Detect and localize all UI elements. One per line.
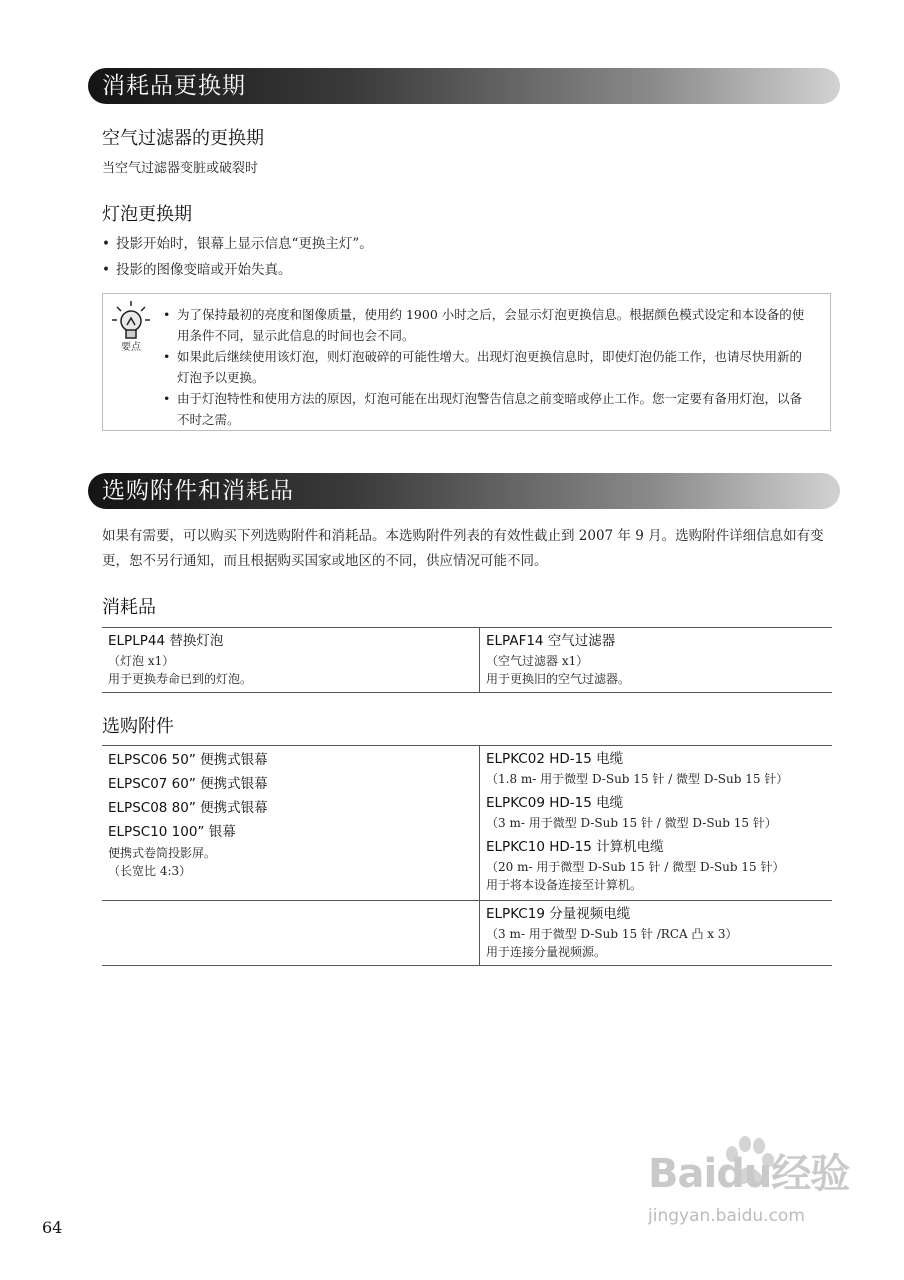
product-name: ELPSC07 60” 便携式银幕 bbox=[108, 776, 268, 792]
product-name: ELPAF14 空气过滤器 bbox=[486, 633, 616, 649]
lamp-bullet: • 投影的图像变暗或开始失真。 bbox=[102, 262, 292, 278]
table-cell bbox=[480, 746, 833, 901]
accessories-intro: 如果有需要，可以购买下列选购附件和消耗品。本选购附件列表的有效性截止到 2007 年 9 月。选购附件详细信息如有变更，恕不另行通知，而且根据购买国家或地区的不同，供应情况可能不同。 bbox=[102, 528, 824, 569]
table-row bbox=[102, 746, 832, 901]
table-cell bbox=[102, 746, 480, 901]
table-row bbox=[102, 628, 832, 693]
table-cell bbox=[480, 628, 833, 693]
note-item: • 由于灯泡特性和使用方法的原因，灯泡可能在出现灯泡警告信息之前变暗或停止工作。您一定要有备用灯泡，以备不时之需。 bbox=[163, 391, 803, 427]
accessories-heading: 选购附件 bbox=[102, 716, 174, 737]
note-list bbox=[163, 304, 813, 430]
note-icon-label: 要点 bbox=[121, 342, 141, 353]
accessories-table bbox=[102, 745, 832, 966]
lamp-bullet: • 投影开始时，银幕上显示信息“更换主灯”。 bbox=[102, 236, 373, 252]
product-detail: （灯泡 x1） bbox=[108, 654, 175, 668]
product-name: ELPKC02 HD-15 电缆 bbox=[486, 751, 624, 767]
product-name: ELPKC10 HD-15 计算机电缆 bbox=[486, 839, 664, 855]
product-detail: （长宽比 4:3） bbox=[108, 864, 192, 878]
watermark-url: jingyan.baidu.com bbox=[648, 1206, 805, 1226]
product-detail: （3 m- 用于微型 D-Sub 15 针 /RCA 凸 x 3） bbox=[486, 927, 738, 941]
consumables-table bbox=[102, 627, 832, 693]
product-name: ELPKC09 HD-15 电缆 bbox=[486, 795, 624, 811]
table-cell bbox=[102, 628, 480, 693]
note-item: • 如果此后继续使用该灯泡，则灯泡破碎的可能性增大。出现灯泡更换信息时，即使灯泡仍能工作，也请尽快用新的灯泡予以更换。 bbox=[163, 349, 803, 385]
product-description: 用于连接分量视频源。 bbox=[486, 945, 607, 959]
note-item: • 为了保持最初的亮度和图像质量，使用约 1900 小时之后，会显示灯泡更换信息。根据颜色模式设定和本设备的使用条件不同，显示此信息的时间也会不同。 bbox=[163, 307, 805, 343]
filter-text: 当空气过滤器变脏或破裂时 bbox=[102, 161, 259, 176]
product-description: 用于更换旧的空气过滤器。 bbox=[486, 672, 631, 686]
table-cell bbox=[102, 901, 480, 966]
product-name: ELPKC19 分量视频电缆 bbox=[486, 906, 631, 922]
section-title-consumable-replacement: 消耗品更换期 bbox=[88, 68, 840, 104]
filter-heading: 空气过滤器的更换期 bbox=[102, 128, 264, 149]
product-detail: （1.8 m- 用于微型 D-Sub 15 针 / 微型 D-Sub 15 针） bbox=[486, 772, 789, 786]
section-title-optional-accessories: 选购附件和消耗品 bbox=[88, 473, 840, 509]
product-description: 用于更换寿命已到的灯泡。 bbox=[108, 672, 253, 686]
consumables-heading: 消耗品 bbox=[102, 597, 156, 618]
product-detail: （空气过滤器 x1） bbox=[486, 654, 589, 668]
product-detail: （3 m- 用于微型 D-Sub 15 针 / 微型 D-Sub 15 针） bbox=[486, 816, 777, 830]
baidu-watermark bbox=[618, 1140, 858, 1240]
product-name: ELPLP44 替换灯泡 bbox=[108, 633, 224, 649]
product-name: ELPSC10 100” 银幕 bbox=[108, 824, 236, 840]
lamp-heading: 灯泡更换期 bbox=[102, 204, 192, 225]
watermark-text: Baidu经验 bbox=[648, 1151, 850, 1197]
table-row bbox=[102, 901, 832, 966]
product-name: ELPSC08 80” 便携式银幕 bbox=[108, 800, 268, 816]
note-box bbox=[102, 293, 831, 431]
product-name: ELPSC06 50” 便携式银幕 bbox=[108, 752, 268, 768]
table-cell bbox=[480, 901, 833, 966]
product-detail: （20 m- 用于微型 D-Sub 15 针 / 微型 D-Sub 15 针） bbox=[486, 860, 785, 874]
page-number: 64 bbox=[42, 1218, 63, 1237]
product-description: 用于将本设备连接至计算机。 bbox=[486, 878, 643, 892]
product-description: 便携式卷筒投影屏。 bbox=[108, 846, 217, 860]
